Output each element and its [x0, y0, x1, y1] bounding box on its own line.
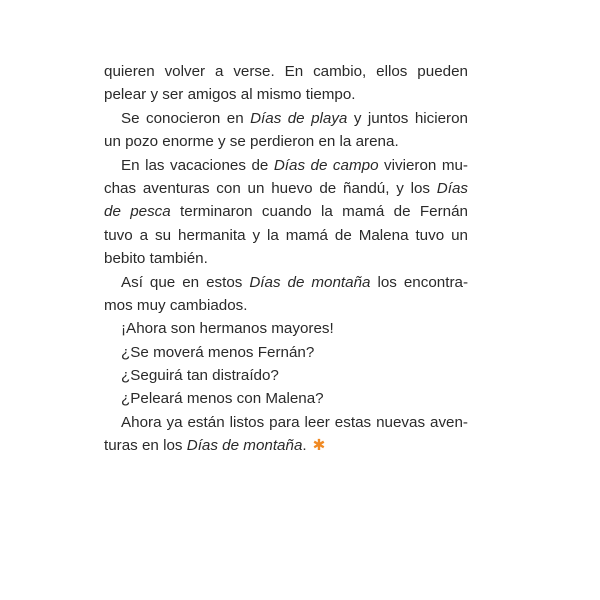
- text-segment: vivieron mu-: [378, 156, 468, 174]
- text-line: [104, 224, 468, 247]
- text-segment: mos muy cambiados.: [104, 296, 248, 314]
- text-segment: .: [302, 437, 307, 455]
- text-segment: Ahora ya están listos para leer estas nuevas aven-: [121, 413, 468, 431]
- text-segment: ¿Peleará menos con Malena?: [121, 390, 324, 408]
- text-line: [104, 177, 468, 200]
- text-line: [104, 341, 468, 364]
- text-line: [104, 434, 468, 457]
- text-segment: chas aventuras con un huevo de ñandú, y los: [104, 179, 437, 197]
- text-line: [104, 200, 468, 223]
- text-line: [104, 387, 468, 410]
- text-segment: pelear y ser amigos al mismo tiempo.: [104, 86, 356, 104]
- text-segment: ¿Seguirá tan distraído?: [121, 367, 279, 385]
- text-segment: ¿Se moverá menos Fernán?: [121, 343, 315, 361]
- text-segment: Así que en estos: [121, 273, 250, 291]
- text-segment: En las vacaciones de: [121, 156, 274, 174]
- text-segment: ¡Ahora son hermanos mayores!: [121, 320, 334, 338]
- text-line: [104, 60, 468, 83]
- body-text: [104, 60, 468, 458]
- text-line: [104, 364, 468, 387]
- asterisk-end-icon: ✱: [312, 437, 326, 455]
- text-segment: quieren volver a verse. En cambio, ellos pueden: [104, 63, 468, 80]
- text-line: [104, 130, 468, 153]
- text-line: [104, 271, 468, 294]
- text-line: [104, 107, 468, 130]
- text-line: [104, 154, 468, 177]
- text-line: [104, 247, 468, 270]
- text-segment: un pozo enorme y se perdieron en la arena.: [104, 133, 399, 151]
- text-line: [104, 294, 468, 317]
- text-line: [104, 317, 468, 340]
- text-segment: terminaron cuando la mamá de Fernán: [170, 203, 468, 221]
- text-segment: tuvo a su hermanita y la mamá de Malena tuvo un: [104, 226, 468, 244]
- text-line: [104, 83, 468, 106]
- text-segment: Se conocieron en: [121, 109, 251, 127]
- book-title-italic: Días de montaña: [186, 437, 303, 455]
- book-title-italic: Días de montaña: [249, 273, 371, 291]
- book-title-italic: Días de campo: [273, 156, 379, 174]
- text-segment: los encontra-: [370, 273, 469, 291]
- text-segment: bebito también.: [104, 250, 208, 268]
- book-title-italic: Días de playa: [250, 109, 348, 127]
- book-title-italic: Días: [436, 179, 468, 197]
- text-segment: y juntos hicieron: [347, 109, 469, 127]
- text-segment: turas en los: [104, 437, 187, 455]
- text-line: [104, 411, 468, 434]
- book-title-italic: de pesca: [104, 203, 171, 221]
